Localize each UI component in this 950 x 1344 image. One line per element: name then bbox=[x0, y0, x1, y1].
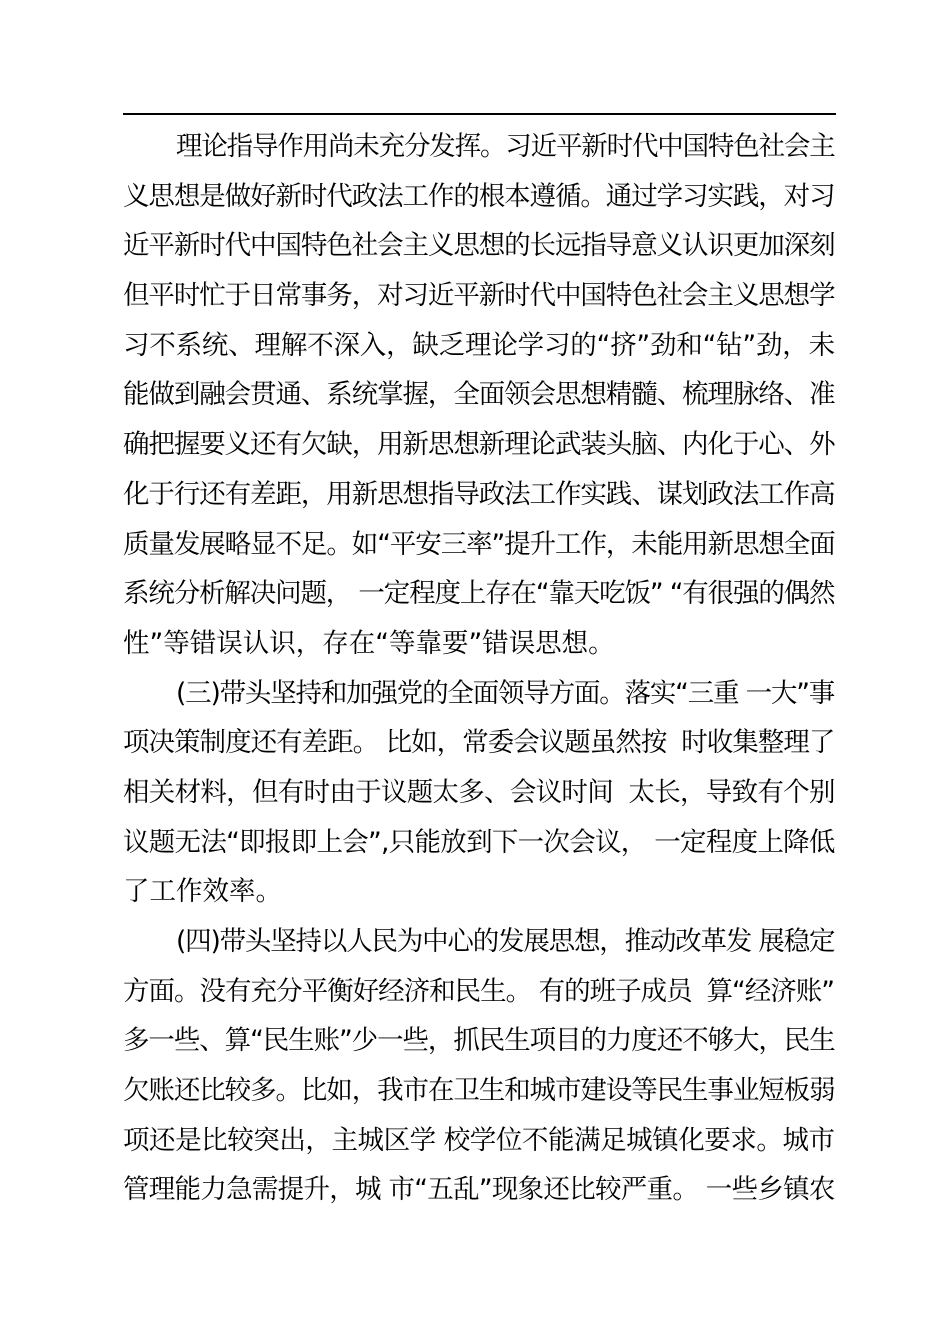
header-rule bbox=[123, 113, 836, 115]
text-line: 理论指导作用尚未充分发挥。习近平新时代中国特色社会主 bbox=[176, 131, 835, 162]
text-line: 义思想是做好新时代政法工作的根本遵循。通过学习实践，对习 bbox=[123, 180, 835, 212]
text-line: 确把握要义还有欠缺，用新思想新理论武装头脑、内化于心、外 bbox=[123, 429, 835, 461]
text-line: 化于行还有差距，用新思想指导政法工作实践、谋划政法工作高 bbox=[123, 478, 835, 510]
document-body bbox=[123, 122, 836, 1215]
text-line: 了工作效率。 bbox=[123, 876, 282, 908]
text-line: 但平时忙于日常事务，对习近平新时代中国特色社会主义思想学 bbox=[123, 280, 835, 312]
text-line: 多一些、算“民生账”少一些，抓民生项目的力度还不够大，民生 bbox=[123, 1025, 835, 1057]
text-line: 管理能力急需提升，城 市“五乱”现象还比较严重。 一些乡镇农 bbox=[123, 1174, 835, 1206]
text-line: 近平新时代中国特色社会主义思想的长远指导意义认识更加深刻 bbox=[123, 230, 835, 262]
text-line: 项还是比较突出，主城区学 校学位不能满足城镇化要求。城市 bbox=[123, 1124, 835, 1156]
text-line: 欠账还比较多。比如，我市在卫生和城市建设等民生事业短板弱 bbox=[123, 1075, 835, 1107]
text-line: (四)带头坚持以人民为中心的发展思想，推动改革发 展稳定 bbox=[176, 926, 835, 957]
text-line: 议题无法“即报即上会”,只能放到下一次会议， 一定程度上降低 bbox=[123, 826, 835, 858]
text-line: 项决策制度还有差距。 比如，常委会议题虽然按 时收集整理了 bbox=[123, 727, 835, 759]
text-line: 方面。没有充分平衡好经济和民生。 有的班子成员 算“经济账” bbox=[123, 975, 835, 1007]
text-line: 能做到融会贯通、系统掌握，全面领会思想精髓、梳理脉络、准 bbox=[123, 379, 835, 411]
text-line: 质量发展略显不足。如“平安三率”提升工作，未能用新思想全面 bbox=[123, 528, 835, 560]
text-line: (三)带头坚持和加强党的全面领导方面。落实“三重 一大”事 bbox=[176, 677, 835, 709]
text-line: 性”等错误认识，存在“等靠要”错误思想。 bbox=[123, 627, 615, 659]
text-line: 相关材料，但有时由于议题太多、会议时间 太长，导致有个别 bbox=[123, 776, 835, 808]
text-line: 系统分析解决问题， 一定程度上存在“靠天吃饭” “有很强的偶然 bbox=[123, 578, 835, 610]
text-line: 习不系统、理解不深入，缺乏理论学习的“挤”劲和“钻”劲，未 bbox=[123, 329, 835, 361]
